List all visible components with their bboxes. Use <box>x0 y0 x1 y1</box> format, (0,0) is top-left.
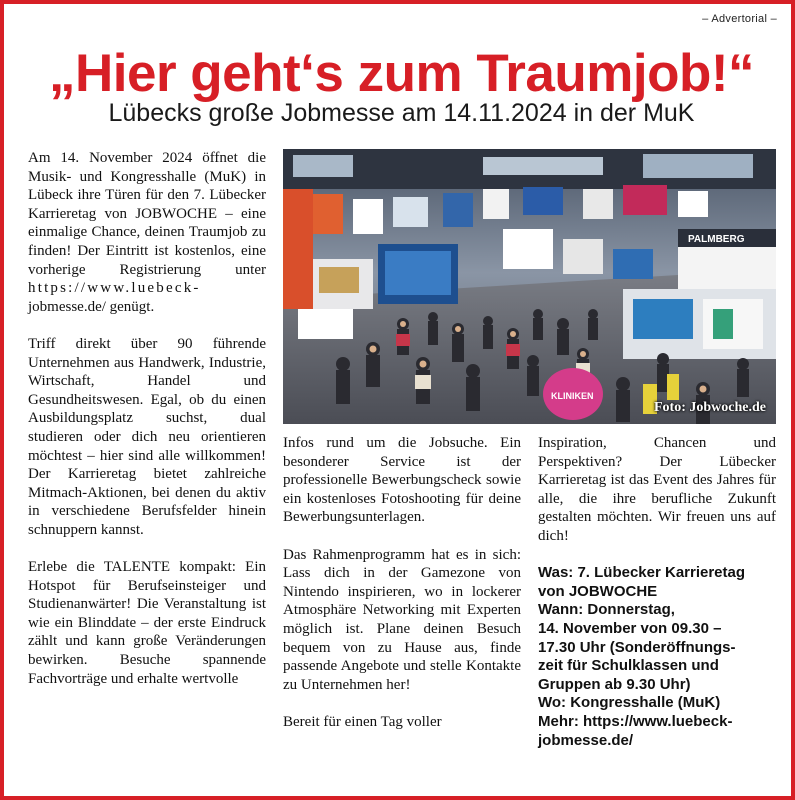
info-was-line-1: Was: 7. Lübecker Karrieretag <box>538 564 746 582</box>
article-column-2 <box>283 434 521 732</box>
info-was-line-2: von JOBWOCHE <box>538 582 658 600</box>
paragraph-companies: Triff direkt über 90 führende Unternehmen aus Handwerk, Industrie, Wirtschaft, Handel und Gesundheitswesen. Egal, ob du einen Ausbildungsplatz suchst, dual studieren oder dich neu orientieren möchtest – hier sind alle willkommen! Der Karrieretag bietet zahlreiche Mitmach-Aktionen, bei denen du aktiv in verschiedene Berufsfelder hinein schnuppern kannst. <box>28 335 266 538</box>
paragraph-rahmenprogramm: Das Rahmenprogramm hat es in sich: Lass dich in der Gamezone von Nintendo inspirieren, wo in lockerer Atmosphäre Networking mit Experten möglich ist. Plane deinen Besuch bequem von zu Hause aus, finde passende Angebote und stelle Kontakte zu Unternehmen her! <box>283 546 521 693</box>
info-wann-line-5: Gruppen ab 9.30 Uhr) <box>538 675 691 693</box>
photo-credit: Foto: Jobwoche.de <box>654 400 766 415</box>
banner-kliniken: KLINIKEN <box>551 391 594 401</box>
fair-photo <box>283 149 776 424</box>
paragraph-bereit: Bereit für einen Tag voller <box>283 713 442 730</box>
paragraph-infos-continued: Infos rund um die Jobsuche. Ein besonderer Service ist der professionelle Bewerbungscheck sowie ein kostenloses Fotoshooting für deine Bewerbungsunterlagen. <box>283 435 521 526</box>
info-wann-line-3: 17.30 Uhr (Sonderöffnungs- <box>538 638 736 656</box>
info-mehr-line-2: jobmesse.de/ <box>538 731 634 749</box>
headline: „Hier geht‘s zum Traumjob!“ <box>48 44 755 103</box>
fair-photo-illustration <box>283 149 776 424</box>
paragraph-inspiration: Inspiration, Chancen und Perspektiven? Der Lübecker Karrieretag ist das Event des Jahres für alle, die ihre berufliche Zukunft gestalten möchten. Wir freuen uns auf dich! <box>538 435 776 544</box>
subheadline: Lübecks große Jobmesse am 14.11.2024 in der MuK <box>108 99 695 127</box>
registration-url: https://www.luebeck- <box>28 280 201 297</box>
info-mehr-line-1: Mehr: https://www.luebeck- <box>538 712 733 730</box>
event-info-box <box>538 564 776 750</box>
info-wann-line-2: 14. November von 09.30 – <box>538 619 722 637</box>
paragraph-talente: Erlebe die TALENTE kompakt: Ein Hotspot für Berufseinsteiger und Studienanwärter! Die Veranstaltung ist wie ein Blinddate – der erste Eindruck zählt und kann große Veränderungen bewirken. Besuche spannende Fachvorträge und erhalte wertvolle <box>28 559 266 687</box>
paragraph-intro: Am 14. November 2024 öffnet die Musik- und Kongresshalle (MuK) in Lübeck ihre Türen für den 7. Lübecker Karrieretag von JOBWOCHE – eine einmalige Chance, deinen Traumjob zu finden! Der Eintritt ist kostenlos, eine vorherige Registrierung unter https://www.luebeck- jobmesse.de/ genügt. <box>28 150 266 315</box>
info-wo: Wo: Kongresshalle (MuK) <box>538 694 721 712</box>
info-wann-line-4: zeit für Schulklassen und <box>538 657 719 675</box>
booth-sign-palmberg: PALMBERG <box>688 234 745 245</box>
article-column-3 <box>538 434 776 750</box>
article-column-1 <box>28 149 266 688</box>
info-wann-line-1: Wann: Donnerstag, <box>538 601 675 619</box>
advertorial-label: – Advertorial – <box>702 13 777 25</box>
